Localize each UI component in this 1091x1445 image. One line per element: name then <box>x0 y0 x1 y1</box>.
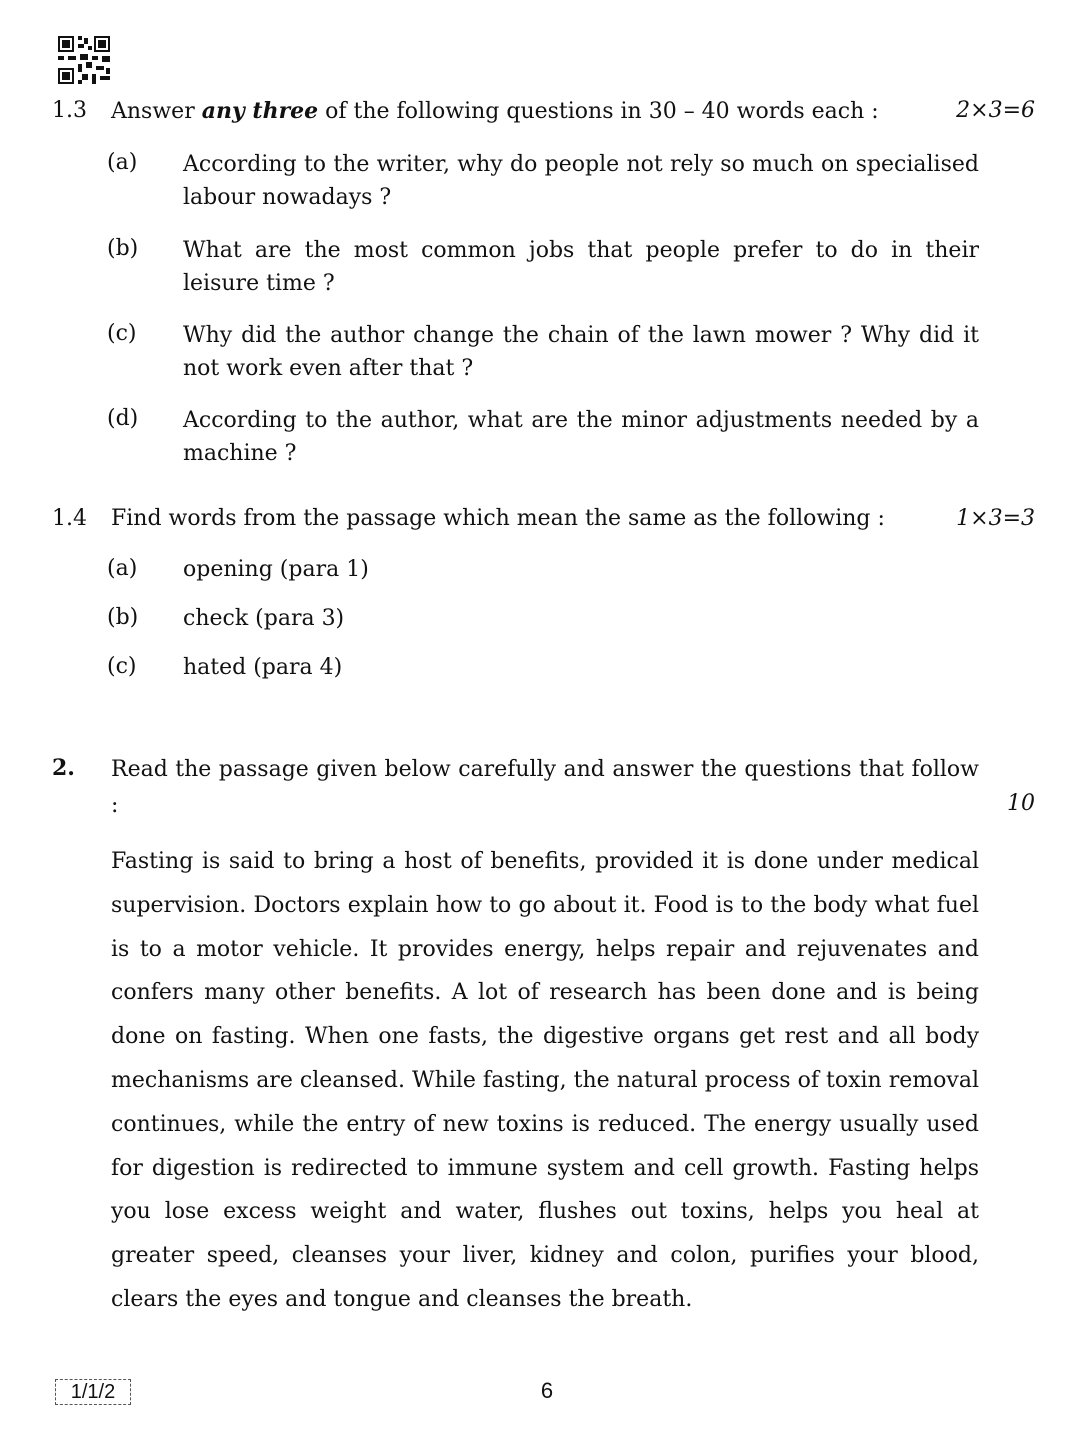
option-label: (b) <box>107 236 139 261</box>
question-number-1-4: 1.4 <box>52 506 87 531</box>
question-number-2: 2. <box>52 755 75 781</box>
option-text: check (para 3) <box>183 606 345 631</box>
option-label: (d) <box>107 406 139 431</box>
marks-1-4: 1×3=3 <box>956 506 1035 531</box>
question-text-2: Read the passage given below carefully and answer the questions that follow : <box>111 757 979 818</box>
question-text-1-3: Answer any three of the following questions in 30 – 40 words each : <box>111 98 879 124</box>
option-text: hated (para 4) <box>183 655 343 680</box>
option-text: Why did the author change the chain of the lawn mower ? Why did it not work even after that ? <box>183 323 979 381</box>
option-text: opening (para 1) <box>183 557 369 582</box>
qr-code-icon <box>58 36 110 84</box>
option-label: (b) <box>107 605 139 630</box>
option-text: According to the author, what are the minor adjustments needed by a machine ? <box>183 408 979 466</box>
option-label: (c) <box>107 321 137 346</box>
page-number: 6 <box>540 1378 554 1403</box>
emphasis-any-three: any three <box>201 98 319 124</box>
option-label: (a) <box>107 150 138 175</box>
option-text: According to the writer, why do people not rely so much on specialised labour nowadays ? <box>183 152 979 210</box>
paper-code-box: 1/1/2 <box>55 1379 131 1405</box>
question-text-1-4: Find words from the passage which mean the same as the following : <box>111 506 885 531</box>
reading-passage: Fasting is said to bring a host of benefits, provided it is done under medical supervision. Doctors explain how to go about it. Food is to the body what fuel is to a motor vehicle. It provides energy, helps repair and rejuvenates and confers many other benefits. A lot of research has been done and is being done on fasting. When one fasts, the digestive organs get rest and all body mechanisms are cleansed. While fasting, the natural process of toxin removal continues, while the entry of new toxins is reduced. The energy usually used for digestion is redirected to immune system and cell growth. Fasting helps you lose excess weight and water, flushes out toxins, helps you heal at greater speed, cleanses your liver, kidney and colon, purifies your blood, clears the eyes and tongue and cleanses the breath. <box>111 849 979 1312</box>
option-text: What are the most common jobs that people prefer to do in their leisure time ? <box>183 238 979 296</box>
question-number-1-3: 1.3 <box>52 98 87 123</box>
option-label: (c) <box>107 654 137 679</box>
option-label: (a) <box>107 556 138 581</box>
marks-2: 10 <box>1007 791 1035 816</box>
marks-1-3: 2×3=6 <box>956 98 1035 123</box>
